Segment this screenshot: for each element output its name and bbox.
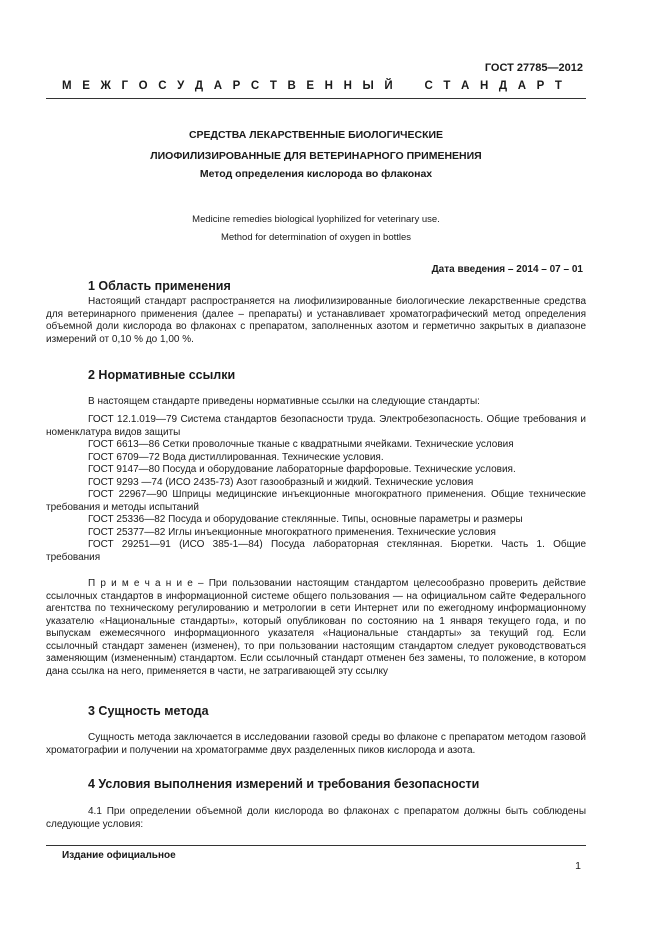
page-number: 1 [575,860,581,872]
title-line-1: СРЕДСТВА ЛЕКАРСТВЕННЫЕ БИОЛОГИЧЕСКИЕ [188,129,444,141]
note-paragraph: П р и м е ч а н и е – При пользовании настоящим стандартом целесообразно проверить действие ссылочных стандартов в информационной системе общего пользования — на официальном сайте Федерального агентства по техническому регулированию и метрологии в сети Интернет или по ежегодному информационному указателю «Национальные стандарты», который опубликован по состоянию на 1 января текущего года, и по выпускам ежемесячного информационного указателя «Национальные стандарты» за текущий год. Если ссылочный стандарт заменен (изменен), то при пользовании настоящим стандартом следует руководствоваться заменяющим (измененным) стандартом. Если ссылочный стандарт отменен без замены, то положение, в котором дана ссылка на него, применяется в части, не затрагивающей эту ссылку [46,578,586,677]
banner-letter: Д [498,80,508,92]
banner-letter: Н [479,80,489,92]
banner-letter: Е [82,80,90,92]
section-4-text: 4.1 При определении объемной доли кислорода во флаконах с препаратом должны быть соблюдены следующие условия: [46,806,586,830]
section-3-text: Сущность метода заключается в исследовании газовой среды во флаконе с препаратом методом газовой хроматографии и получении на хроматограмме двух разделенных пиков кислорода и азота. [46,732,586,756]
banner-letter: С [158,80,167,92]
english-title-line-1: Medicine remedies biological lyophilized for veterinary use. [192,214,440,225]
reference-item: ГОСТ 6613—86 Сетки проволочные тканые с квадратными ячейками. Технические условия [88,439,514,450]
banner-letter: Н [343,80,352,92]
english-title-line-2: Method for determination of oxygen in bottles [220,232,412,243]
banner-letter: Т [443,80,451,92]
reference-item: ГОСТ 25377—82 Иглы инъекционные многократного применения. Технические условия [88,526,496,538]
section-1-text: Настоящий стандарт распространяется на лиофилизированные биологические лекарственные средства для ветеринарного применения (далее – препараты) и устанавливает хроматографический метод определения объемной доли кислорода во флаконах с препаратом, заполненных азотом и герметично закрытых в диапазоне измерений от 0,10 % до 1,00 %. [46,296,586,345]
title-line-2: ЛИОФИЛИЗИРОВАННЫЕ ДЛЯ ВЕТЕРИНАРНОГО ПРИМЕНЕНИЯ [150,150,482,162]
reference-item: ГОСТ 25336—82 Посуда и оборудование стеклянные. Типы, основные параметры и размеры [88,514,523,525]
interstate-standard-banner [62,80,562,92]
gost-code: ГОСТ 27785—2012 [484,62,583,74]
banner-letter: Е [306,80,315,92]
banner-letter: В [287,80,296,92]
banner-letter: М [62,80,72,92]
edition-label: Издание официальное [62,850,176,861]
section-2-heading: 2 Нормативные ссылки [88,368,236,382]
banner-letter: Р [232,80,241,92]
note-label: П р и м е ч а н и е [88,578,193,589]
banner-letter: Ж [100,80,111,92]
section-1-heading: 1 Область применения [88,279,231,293]
banner-letter: А [517,80,527,92]
section-3-heading: 3 Сущность метода [88,704,209,718]
banner-letter: Р [536,80,545,92]
reference-item: ГОСТ 9293 —74 (ИСО 2435-73) Азот газообразный и жидкий. Технические условия [88,476,474,488]
banner-letter: С [250,80,260,92]
header-rule [46,98,586,99]
banner-letter: Ы [362,80,374,92]
banner-letter: С [424,80,433,92]
reference-item: ГОСТ 12.1.019—79 Система стандартов безопасности труда. Электробезопасность. Общие требования и номенклатура видов защиты [46,414,586,438]
reference-item: ГОСТ 29251—91 (ИСО 385-1—84) Посуда лабораторная стеклянная. Бюретки. Часть 1. Общие требования [46,539,586,563]
reference-item: ГОСТ 9147—80 Посуда и оборудование лабораторные фарфоровые. Технические условия. [88,464,516,475]
reference-item: ГОСТ 6709—72 Вода дистиллированная. Технические условия. [88,451,384,463]
banner-letter: А [461,80,470,92]
banner-letter: Т [269,80,277,92]
banner-letter: Н [324,80,333,92]
banner-letter: Т [554,80,562,92]
banner-letter: Д [194,80,204,92]
banner-letter: Г [121,80,129,92]
title-line-3: Метод определения кислорода во флаконах [199,168,433,180]
banner-letter: У [177,80,185,92]
references-list [0,414,661,564]
section-4-heading: 4 Условия выполнения измерений и требования безопасности [88,777,480,791]
reference-item: ГОСТ 22967—90 Шприцы медицинские инъекционные многократного применения. Общие технические требования и методы испытаний [46,489,586,513]
banner-letter: А [213,80,223,92]
banner-letter: О [138,80,148,92]
section-2-intro: В настоящем стандарте приведены нормативные ссылки на следующие стандарты: [88,396,480,407]
intro-date: Дата введения – 2014 – 07 – 01 [431,264,583,275]
footer-rule [46,845,586,846]
banner-letter: Й [384,80,393,92]
